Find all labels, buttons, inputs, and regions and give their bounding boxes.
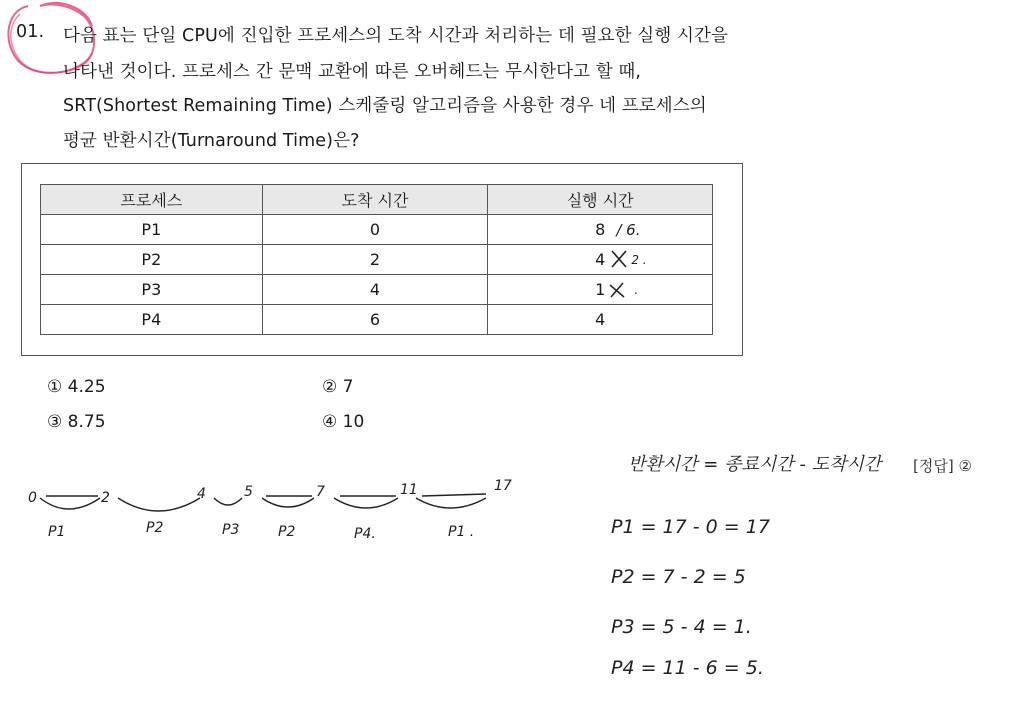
calc-p2: P2 = 7 - 2 = 5 [611, 566, 746, 588]
question-line-4: 평균 반환시간(Turnaround Time)은? [63, 131, 360, 151]
gantt-time: 7 [316, 484, 325, 500]
gantt-label: P2 [146, 520, 164, 536]
gantt-time: 17 [494, 478, 512, 494]
process-table [40, 184, 713, 335]
handwritten-note-p3: . [634, 283, 639, 297]
choice-marker: ① [47, 377, 63, 397]
table-row [41, 245, 713, 275]
table-row [41, 305, 713, 335]
gantt-time: 5 [244, 484, 253, 500]
calc-p1: P1 = 17 - 0 = 17 [611, 516, 770, 538]
answer-label: [정답] ② [913, 457, 972, 475]
calc-p4: P4 = 11 - 6 = 5. [611, 657, 764, 679]
choice-3[interactable] [47, 412, 106, 432]
gantt-time: 4 [197, 486, 206, 502]
gantt-label: P4. [354, 526, 376, 542]
cell-process: P3 [41, 275, 263, 305]
table-row [41, 215, 713, 245]
table-row [41, 275, 713, 305]
cell-process: P2 [41, 245, 263, 275]
gantt-time: 0 [28, 490, 37, 506]
choice-value: 4.25 [67, 377, 106, 397]
cell-process: P1 [41, 215, 263, 245]
cell-arrival: 6 [262, 305, 488, 335]
cross-mark-icon [610, 249, 628, 269]
header-arrival: 도착 시간 [262, 185, 488, 215]
choice-marker: ④ [322, 412, 338, 432]
choice-value: 8.75 [67, 412, 106, 432]
handwritten-note-p1: / 6. [616, 221, 641, 239]
cell-arrival: 2 [262, 245, 488, 275]
cell-process: P4 [41, 305, 263, 335]
gantt-label: P1 . [448, 524, 475, 540]
choice-2[interactable] [322, 377, 353, 397]
handwritten-gantt [0, 470, 540, 550]
cell-burst [488, 275, 713, 305]
choice-4[interactable] [322, 412, 364, 432]
handwritten-note-p2: 2 . [631, 253, 647, 267]
cell-arrival: 4 [262, 275, 488, 305]
question-number: 01. [16, 22, 45, 42]
table-header-row [41, 185, 713, 215]
gantt-time: 2 [101, 490, 110, 506]
question-line-3: SRT(Shortest Remaining Time) 스케줄링 알고리즘을 사용한 경우 네 프로세스의 [63, 96, 707, 116]
calc-p3: P3 = 5 - 4 = 1. [611, 616, 752, 638]
burst-value: 4 [595, 250, 606, 269]
cell-burst [488, 245, 713, 275]
question-line-1: 다음 표는 단일 CPU에 진입한 프로세스의 도착 시간과 처리하는 데 필요한 실행 시간을 [63, 26, 728, 46]
gantt-label: P3 [222, 522, 240, 538]
handwritten-formula: 반환시간 = 종료시간 - 도착시간 [628, 454, 882, 475]
gantt-label: P1 [48, 524, 66, 540]
header-process: 프로세스 [41, 185, 263, 215]
cell-burst [488, 215, 713, 245]
cell-burst: 4 [488, 305, 713, 335]
choice-1[interactable] [47, 377, 106, 397]
choice-marker: ② [322, 377, 338, 397]
cross-mark-icon [608, 281, 626, 299]
question-line-2: 나타낸 것이다. 프로세스 간 문맥 교환에 따른 오버헤드는 무시한다고 할 때, [63, 62, 642, 82]
choice-value: 7 [342, 377, 354, 397]
gantt-time: 11 [400, 482, 418, 498]
gantt-label: P2 [278, 524, 296, 540]
choice-marker: ③ [47, 412, 63, 432]
burst-value: 1 [595, 280, 606, 299]
choice-value: 10 [342, 412, 365, 432]
header-burst: 실행 시간 [488, 185, 713, 215]
cell-arrival: 0 [262, 215, 488, 245]
burst-value: 8 [595, 220, 606, 239]
